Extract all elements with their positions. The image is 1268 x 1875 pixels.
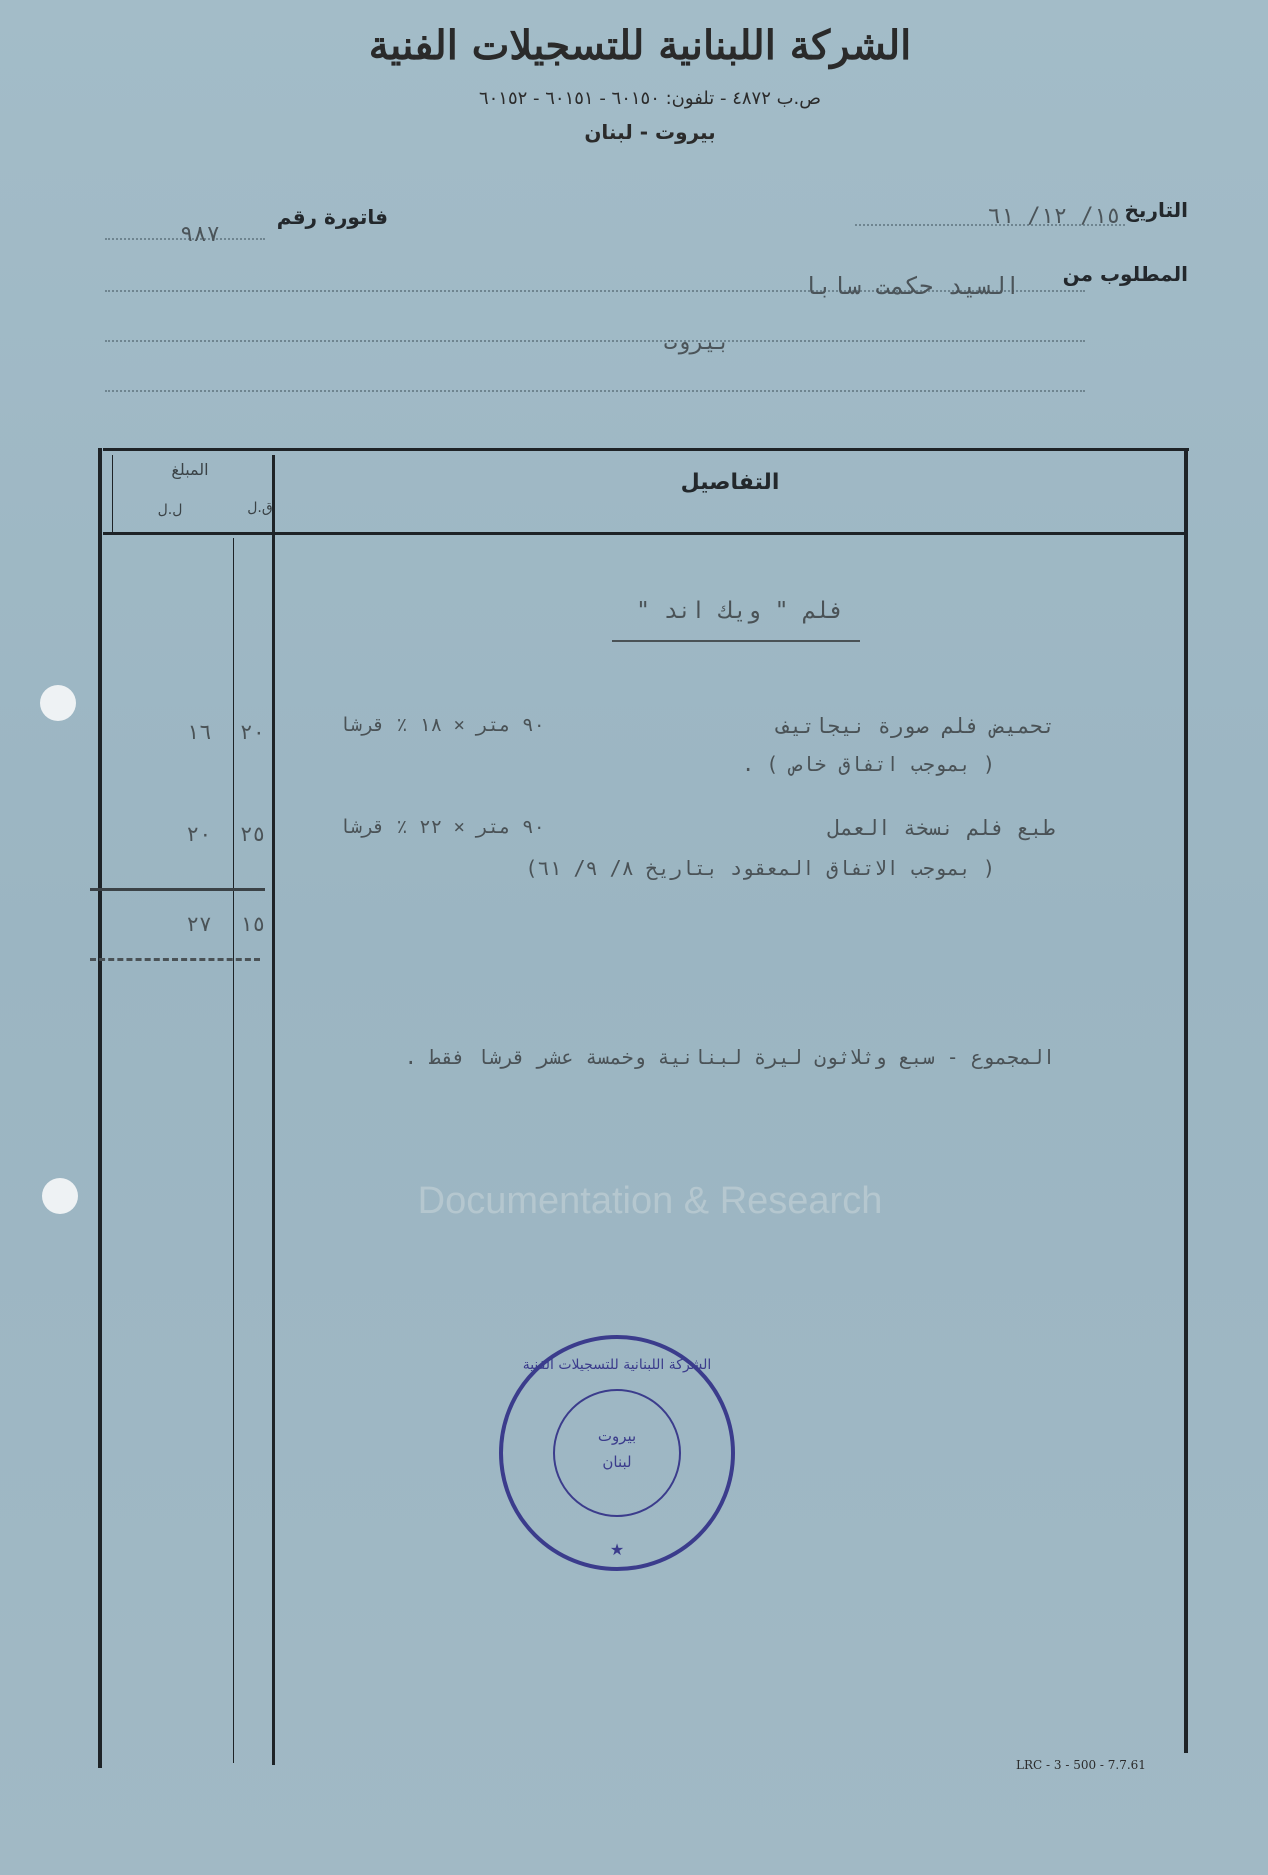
line-2-amount-pounds: ٢٠ bbox=[186, 822, 212, 846]
line-1-description: تحميض فلم صورة نيجاتيف bbox=[776, 714, 1055, 738]
punch-hole-top bbox=[40, 685, 76, 721]
stamp-star-icon: ★ bbox=[609, 1540, 625, 1559]
header-left-edge bbox=[112, 455, 113, 535]
date-label: التاريخ bbox=[1124, 198, 1188, 222]
company-city: بيروت - لبنان bbox=[584, 120, 716, 144]
date-value: ١٥/ ١٢/ ٦١ bbox=[987, 204, 1120, 229]
stamp-outer-text: الشركة اللبنانية للتسجيلات الفنية bbox=[522, 1357, 712, 1373]
line-1-note: ( بموجب اتفاق خاص ) . bbox=[742, 752, 995, 776]
table-right-border bbox=[1184, 448, 1188, 1753]
line-2-calc: ٩٠ متر × ٢٢ ٪ قرشا bbox=[339, 816, 545, 838]
details-header: التفاصيل bbox=[680, 470, 780, 495]
company-address: ص.ب ٤٨٧٢ - تلفون: ٦٠١٥٠ - ٦٠١٥١ - ٦٠١٥٢ bbox=[478, 88, 822, 109]
company-name: الشركة اللبنانية للتسجيلات الفنية bbox=[368, 22, 912, 69]
piasters-divider bbox=[233, 538, 234, 1763]
film-title-underline bbox=[612, 640, 860, 642]
line-2-note: ( بموجب الاتفاق المعقود بتاريخ ٨/ ٩/ ٦١) bbox=[525, 856, 995, 880]
line-1-amount-pounds: ١٦ bbox=[186, 720, 212, 744]
total-double-rule bbox=[90, 958, 260, 961]
stamp-inner-ring bbox=[553, 1389, 681, 1517]
punch-hole-bottom bbox=[42, 1178, 78, 1214]
stamp-center-city: بيروت bbox=[597, 1427, 637, 1445]
billed-to-label: المطلوب من bbox=[1062, 262, 1188, 286]
total-amount-piasters: ١٥ bbox=[239, 912, 266, 936]
table-top-border bbox=[103, 448, 1189, 451]
invoice-number-value: ٩٨٧ bbox=[180, 222, 220, 247]
line-2-description: طبع فلم نسخة العمل bbox=[827, 816, 1055, 840]
film-title: فلم " ويك اند " bbox=[636, 598, 844, 624]
amount-sub-piasters: ق.ل bbox=[247, 500, 273, 516]
billed-to-city: بيروت bbox=[663, 330, 730, 355]
invoice-number-label: فاتورة رقم bbox=[276, 205, 388, 229]
amount-header: المبلغ bbox=[171, 460, 209, 479]
watermark-text: Documentation & Research bbox=[417, 1180, 883, 1222]
subtotal-rule bbox=[90, 888, 265, 891]
table-left-border bbox=[98, 448, 102, 1768]
line-2-amount-piasters: ٢٥ bbox=[239, 822, 266, 846]
billed-to-dots-3 bbox=[105, 390, 1085, 392]
total-amount-pounds: ٢٧ bbox=[186, 912, 212, 936]
print-code: LRC - 3 - 500 - 7.7.61 bbox=[1016, 1758, 1146, 1772]
table-header-bottom bbox=[103, 532, 1187, 535]
line-1-amount-piasters: ٢٠ bbox=[239, 720, 266, 744]
line-1-calc: ٩٠ متر × ١٨ ٪ قرشا bbox=[339, 714, 545, 736]
amount-sub-pounds: ل.ل bbox=[157, 502, 183, 518]
amount-column-divider bbox=[272, 455, 275, 1765]
total-in-words: المجموع - سبع وثلاثون ليرة لبنانية وخمسة عشر قرشا فقط . bbox=[404, 1045, 1055, 1069]
billed-to-value: السيد حكمت سابا bbox=[803, 272, 1020, 300]
stamp-center-country: لبنان bbox=[602, 1453, 632, 1471]
company-stamp bbox=[499, 1335, 735, 1571]
